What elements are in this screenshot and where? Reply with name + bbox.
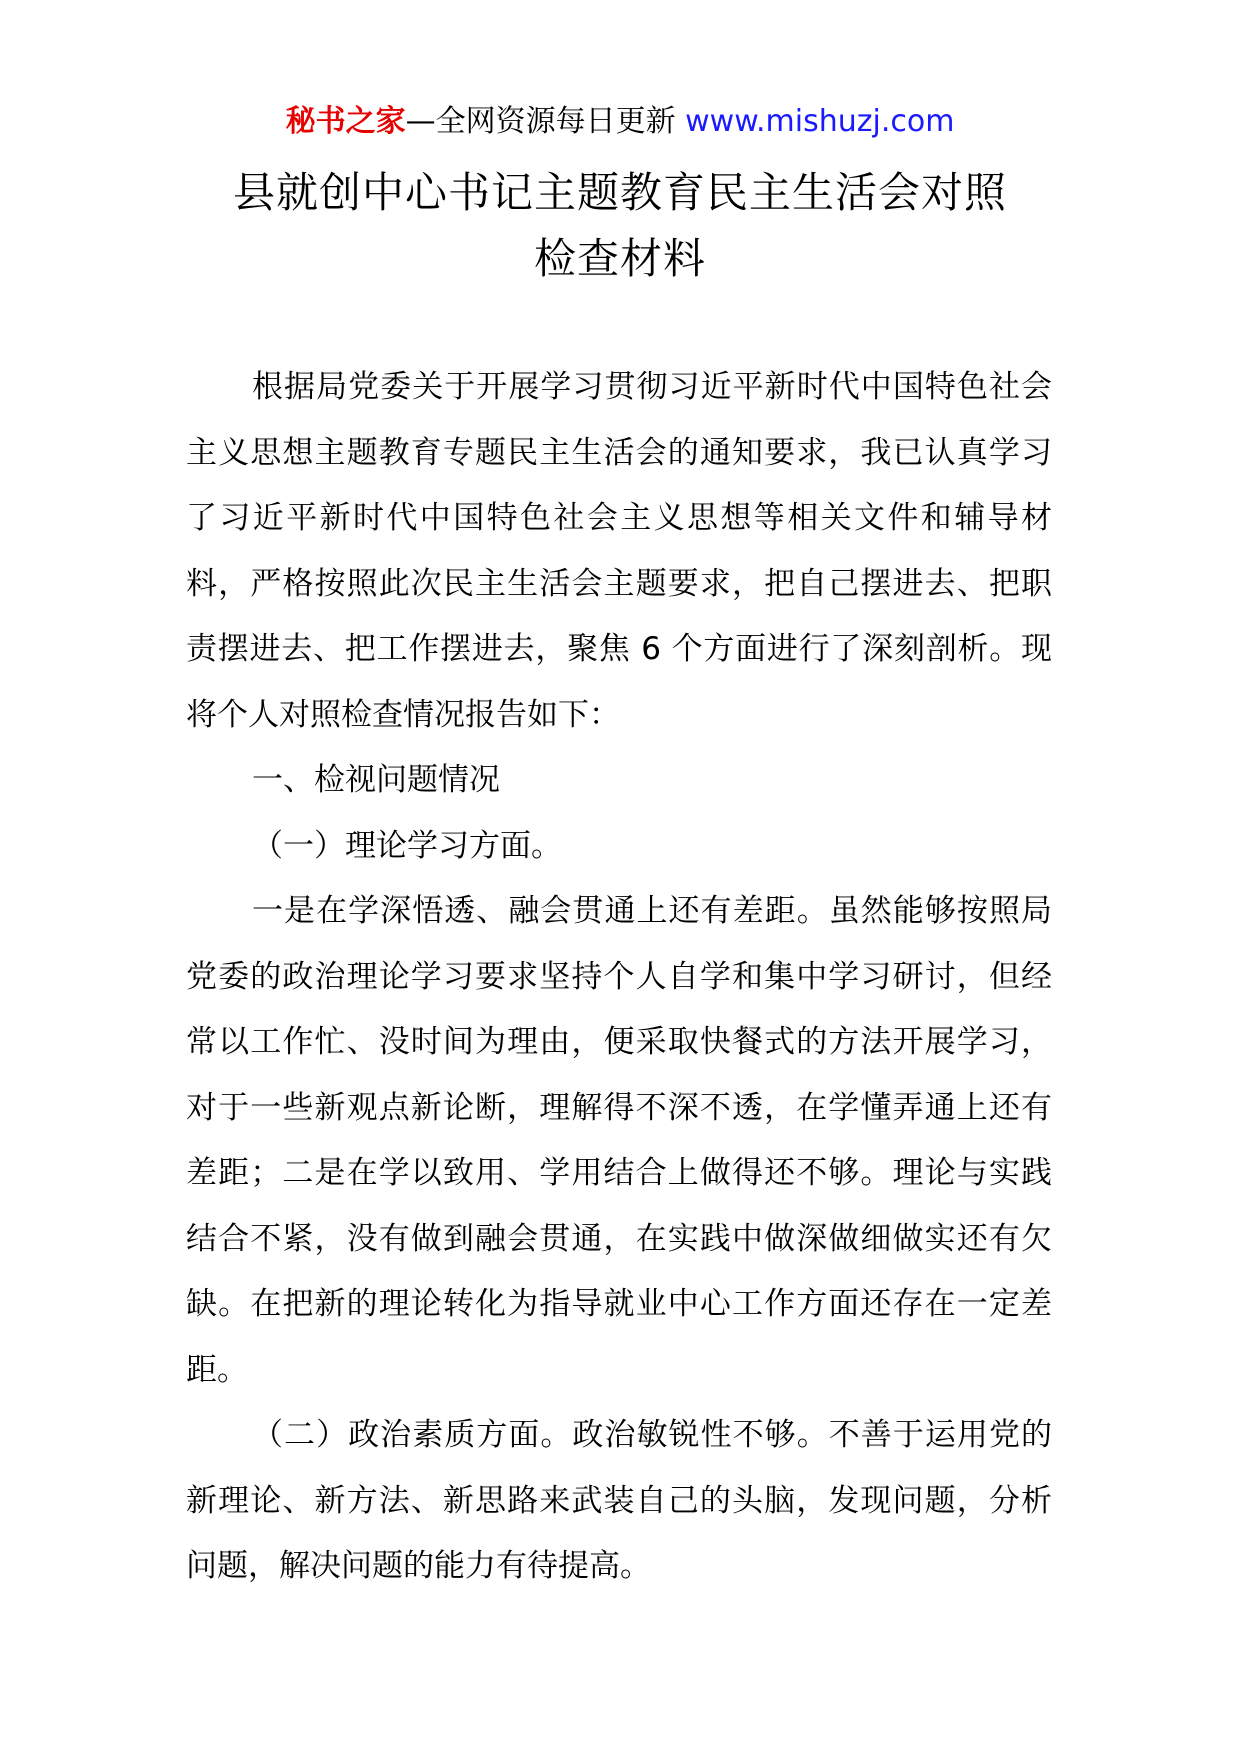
body-paragraph: （二）政治素质方面。政治敏锐性不够。不善于运用党的新理论、新方法、新思路来武装自己的头脑，发现问题，分析问题，解决问题的能力有待提高。: [186, 1417, 1052, 1584]
intro-paragraph: 根据局党委关于开展学习贯彻习近平新时代中国特色社会主义思想主题教育专题民主生活会的通知要求，我已认真学习了习近平新时代中国特色社会主义思想等相关文件和辅导材料，严格按照此次民主生活会主题要求，把自己摆进去、把职责摆进去、把工作摆进去，聚焦 6 个方面进行了深刻剖析。现将个人对照检查情况报告如下：: [186, 369, 1052, 733]
watermark-header: [0, 100, 1240, 144]
document-body: [186, 355, 1052, 1600]
document-title: [150, 160, 1090, 292]
header-tagline: —全网资源每日更新: [405, 104, 676, 139]
title-line-2: 检查材料: [533, 234, 706, 283]
subsection-heading: （一）理论学习方面。: [252, 827, 562, 864]
brand-name: 秘书之家: [285, 104, 406, 139]
body-paragraph: 一是在学深悟透、融会贯通上还有差距。虽然能够按照局党委的政治理论学习要求坚持个人自学和集中学习研讨，但经常以工作忙、没时间为理由，便采取快餐式的方法开展学习，对于一些新观点新论断，理解得不深不透，在学懂弄通上还有差距；二是在学以致用、学用结合上做得还不够。理论与实践结合不紧，没有做到融会贯通，在实践中做深做细做实还有欠缺。在把新的理论转化为指导就业中心工作方面还存在一定差距。: [186, 893, 1052, 1388]
section-heading: 一、检视问题情况: [252, 762, 500, 798]
site-url-link[interactable]: www.mishuzj.com: [685, 104, 955, 139]
title-line-1: 县就创中心书记主题教育民主生活会对照: [232, 168, 1007, 217]
